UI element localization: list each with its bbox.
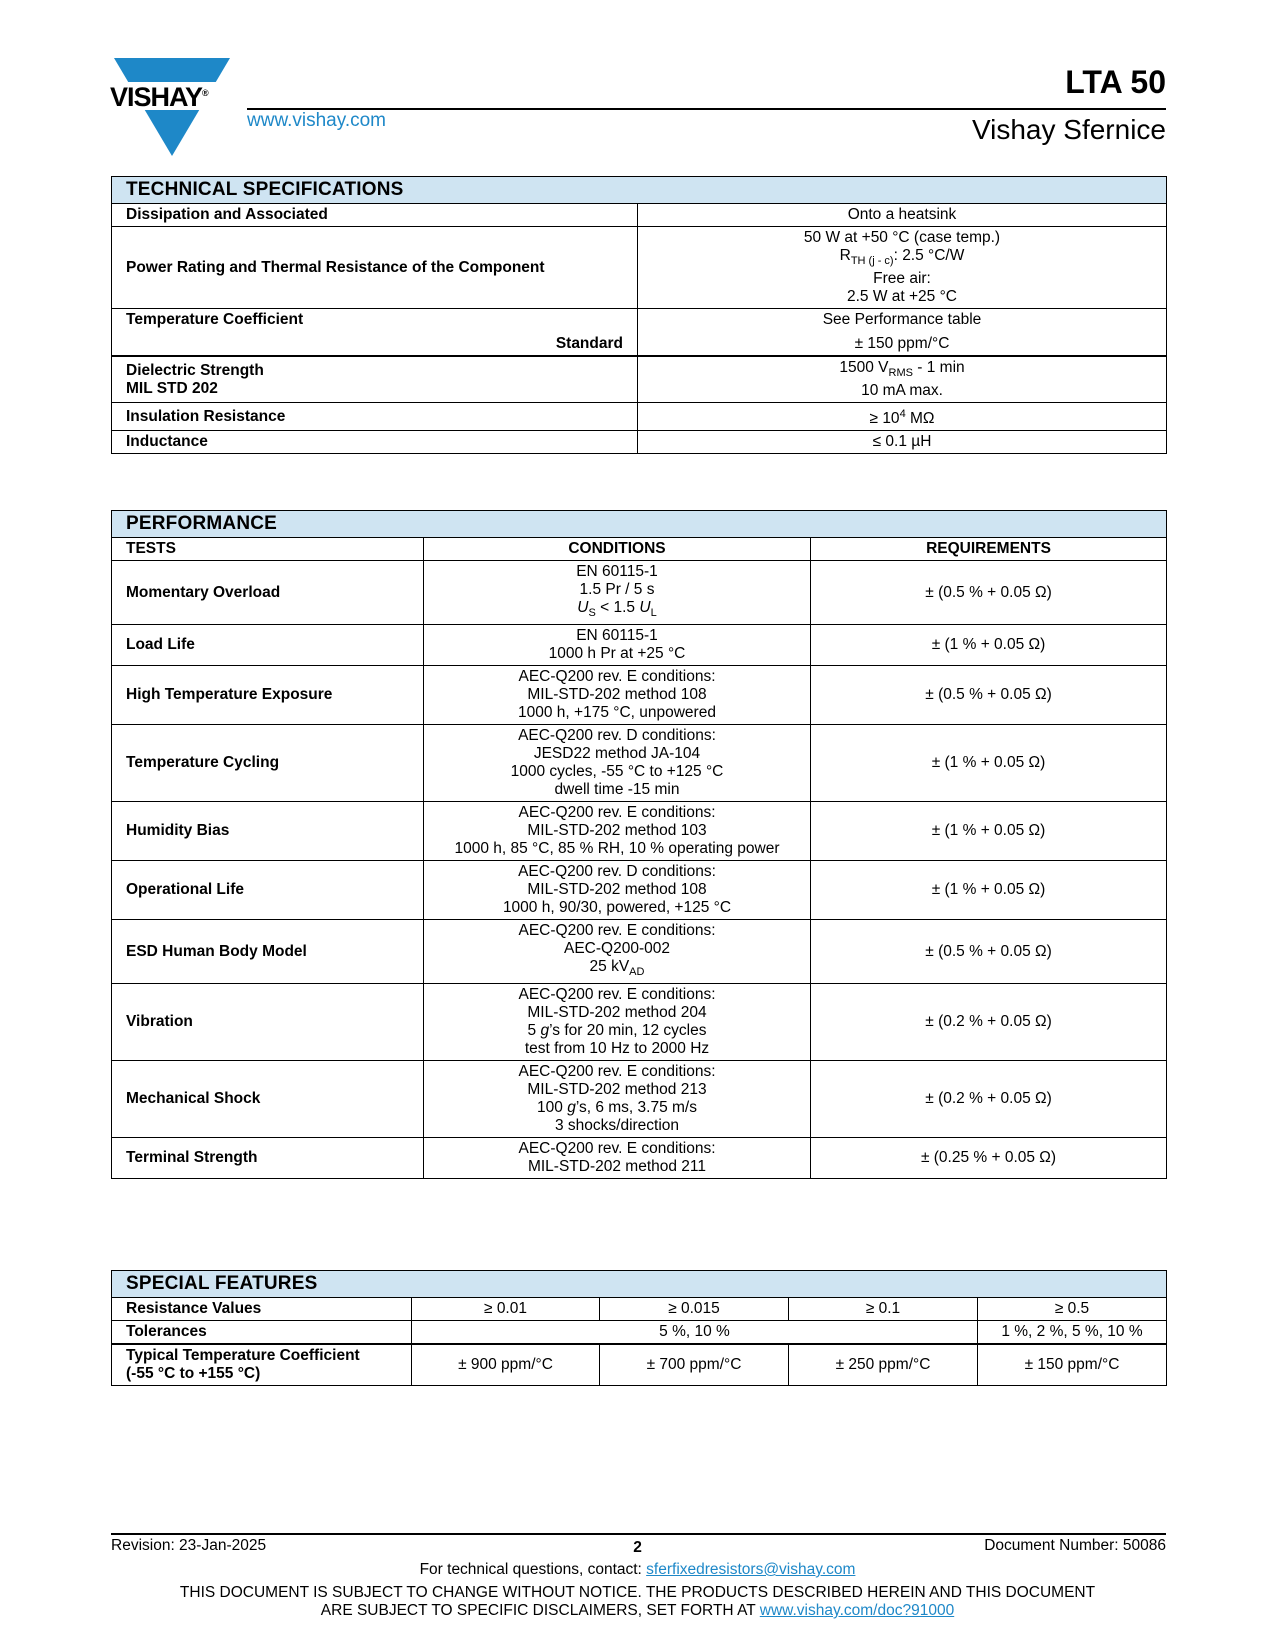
footer-rule <box>111 1533 1166 1535</box>
table-header-row <box>112 538 1167 561</box>
feature-value: ≥ 0.1 <box>789 1298 978 1321</box>
feature-label: Typical Temperature Coefficient (-55 °C to +155 °C) <box>112 1344 412 1386</box>
test-requirement: ± (0.2 % + 0.05 Ω) <box>811 984 1167 1061</box>
column-header: TESTS <box>112 538 424 561</box>
test-name: Load Life <box>112 625 424 666</box>
column-header: REQUIREMENTS <box>811 538 1167 561</box>
table-row <box>112 666 1167 725</box>
spec-label: Insulation Resistance <box>112 403 638 431</box>
performance-table <box>111 510 1167 1179</box>
revision-date: Revision: 23-Jan-2025 <box>111 1537 267 1554</box>
feature-value: ≥ 0.015 <box>600 1298 789 1321</box>
test-conditions: AEC-Q200 rev. E conditions: MIL-STD-202 method 211 <box>424 1138 811 1179</box>
table-row <box>112 861 1167 920</box>
test-name: ESD Human Body Model <box>112 920 424 984</box>
spec-value: ≥ $10^4$ MΩ <box>638 403 1167 431</box>
company-name: Vishay Sfernice <box>971 114 1166 145</box>
feature-value: ± 150 ppm/°C <box>978 1344 1167 1386</box>
test-requirement: ± (1 % + 0.05 Ω) <box>811 725 1167 802</box>
table-row <box>112 204 1167 227</box>
spec-value: 1500 $V_{RMS} - 1$ min 10 mA max. <box>638 356 1167 403</box>
table-row <box>112 625 1167 666</box>
disclaimer: THIS DOCUMENT IS SUBJECT TO CHANGE WITHOUT NOTICE. THE PRODUCTS DESCRIBED HEREIN AND THIS DOCUMENT ARE SUBJECT TO SPECIFIC DISCLAIMERS, SET FORTH AT www.vishay.com/doc?91000 <box>179 1584 1096 1619</box>
test-requirement: ± (0.2 % + 0.05 Ω) <box>811 1061 1167 1138</box>
test-requirement: ± (1 % + 0.05 Ω) <box>811 802 1167 861</box>
feature-label: Resistance Values <box>112 1298 412 1321</box>
table-row <box>112 802 1167 861</box>
spec-label: Temperature Coefficient Standard <box>112 309 638 357</box>
table-row <box>112 1321 1167 1345</box>
table-row <box>112 725 1167 802</box>
contact-email-link[interactable]: sferfixedresistors@vishay.com <box>646 1561 856 1578</box>
spec-value: See Performance table ± 150 ppm/°C <box>638 309 1167 357</box>
table-row <box>112 920 1167 984</box>
product-title: LTA 50 <box>1065 64 1166 100</box>
contact-prefix: For technical questions, contact: <box>419 1561 647 1578</box>
section-title: PERFORMANCE <box>112 511 1167 538</box>
document-number: Document Number: 50086 <box>984 1537 1166 1554</box>
table-row <box>112 403 1167 431</box>
section-title: TECHNICAL SPECIFICATIONS <box>112 177 1167 204</box>
feature-value: ± 900 ppm/°C <box>412 1344 600 1386</box>
vishay-logo <box>110 56 234 156</box>
test-name: High Temperature Exposure <box>112 666 424 725</box>
spec-label: Dielectric Strength MIL STD 202 <box>112 356 638 403</box>
website-link[interactable]: www.vishay.com <box>247 110 387 131</box>
table-row <box>112 1344 1167 1386</box>
table-row <box>112 1138 1167 1179</box>
test-conditions: AEC-Q200 rev. D conditions: JESD22 method JA-104 1000 cycles, -55 °C to +125 °C dwell time -15 min <box>424 725 811 802</box>
test-conditions: EN 60115-1 1.5 Pr / 5 s $U_S < 1.5$ $U_L$ <box>424 561 811 625</box>
test-name: Terminal Strength <box>112 1138 424 1179</box>
test-conditions: AEC-Q200 rev. E conditions: MIL-STD-202 method 103 1000 h, 85 °C, 85 % RH, 10 % operating power <box>424 802 811 861</box>
spec-label: Dissipation and Associated <box>112 204 638 227</box>
test-conditions: AEC-Q200 rev. E conditions: MIL-STD-202 method 204 5 g’s for 20 min, 12 cycles test from 10 Hz to 2000 Hz <box>424 984 811 1061</box>
test-name: Mechanical Shock <box>112 1061 424 1138</box>
table-row <box>112 984 1167 1061</box>
logo-text: VISHAY® <box>110 82 209 112</box>
feature-value: ± 700 ppm/°C <box>600 1344 789 1386</box>
test-requirement: ± (0.25 % + 0.05 Ω) <box>811 1138 1167 1179</box>
test-requirement: ± (0.5 % + 0.05 Ω) <box>811 666 1167 725</box>
page-number: 2 <box>633 1539 642 1556</box>
technical-specifications-table <box>111 176 1167 454</box>
test-name: Temperature Cycling <box>112 725 424 802</box>
test-requirement: ± (1 % + 0.05 Ω) <box>811 861 1167 920</box>
test-requirement: ± (1 % + 0.05 Ω) <box>811 625 1167 666</box>
table-row <box>112 309 1167 357</box>
table-row <box>112 1298 1167 1321</box>
spec-value: Onto a heatsink <box>638 204 1167 227</box>
test-conditions: AEC-Q200 rev. E conditions: MIL-STD-202 method 108 1000 h, +175 °C, unpowered <box>424 666 811 725</box>
table-row <box>112 1061 1167 1138</box>
test-requirement: ± (0.5 % + 0.05 Ω) <box>811 561 1167 625</box>
test-conditions: AEC-Q200 rev. D conditions: MIL-STD-202 method 108 1000 h, 90/30, powered, +125 °C <box>424 861 811 920</box>
section-title: SPECIAL FEATURES <box>112 1271 1167 1298</box>
test-name: Vibration <box>112 984 424 1061</box>
feature-label: Tolerances <box>112 1321 412 1345</box>
contact-line <box>0 1561 1275 1579</box>
feature-value: ± 250 ppm/°C <box>789 1344 978 1386</box>
spec-value: ≤ 0.1 µH <box>638 431 1167 454</box>
feature-value: ≥ 0.01 <box>412 1298 600 1321</box>
table-row <box>112 431 1167 454</box>
test-name: Momentary Overload <box>112 561 424 625</box>
spec-value: 50 W at +50 °C (case temp.) $R_{TH (j - c)}$: 2.5 °C/W Free air: 2.5 W at +25 °C <box>638 227 1167 309</box>
test-conditions: AEC-Q200 rev. E conditions: AEC-Q200-002 25 $kV_{AD}$ <box>424 920 811 984</box>
feature-value: ≥ 0.5 <box>978 1298 1167 1321</box>
disclaimer-link[interactable]: www.vishay.com/doc?91000 <box>759 1602 955 1619</box>
test-name: Humidity Bias <box>112 802 424 861</box>
test-conditions: EN 60115-1 1000 h Pr at +25 °C <box>424 625 811 666</box>
table-row <box>112 561 1167 625</box>
column-header: CONDITIONS <box>424 538 811 561</box>
feature-value: 5 %, 10 % <box>412 1321 978 1345</box>
test-conditions: AEC-Q200 rev. E conditions: MIL-STD-202 method 213 100 g’s, 6 ms, 3.75 m/s 3 shocks/direction <box>424 1061 811 1138</box>
table-row <box>112 227 1167 309</box>
table-row <box>112 356 1167 403</box>
test-requirement: ± (0.5 % + 0.05 Ω) <box>811 920 1167 984</box>
special-features-table <box>111 1270 1167 1386</box>
spec-label: Inductance <box>112 431 638 454</box>
test-name: Operational Life <box>112 861 424 920</box>
feature-value: 1 %, 2 %, 5 %, 10 % <box>978 1321 1167 1345</box>
spec-label: Power Rating and Thermal Resistance of the Component <box>112 227 638 309</box>
